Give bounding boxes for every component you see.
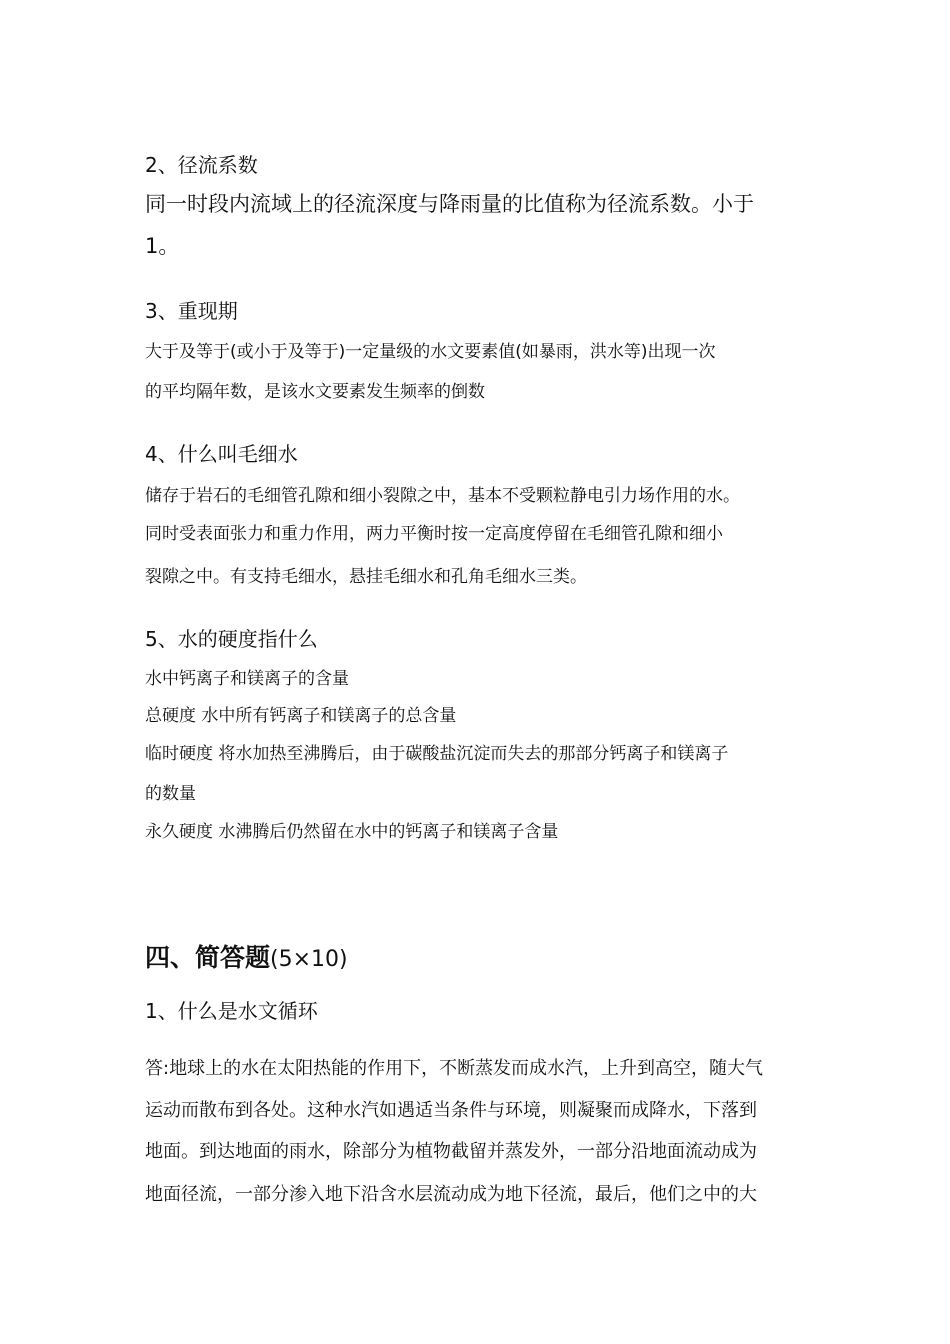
answer-line: 地面径流，一部分渗入地下沿含水层流动成为地下径流，最后，他们之中的大 xyxy=(145,1184,757,1205)
item-heading: 4、什么叫毛细水 xyxy=(145,442,298,466)
item-text-line: 1。 xyxy=(145,234,180,258)
question-heading: 1、什么是水文循环 xyxy=(145,999,318,1023)
item-text-line: 水中钙离子和镁离子的含量 xyxy=(145,669,349,689)
answer-line: 答:地球上的水在太阳热能的作用下，不断蒸发而成水汽，上升到高空，随大气 xyxy=(145,1058,764,1079)
section-score: (5×10) xyxy=(270,947,348,972)
item-text-line: 临时硬度 将水加热至沸腾后，由于碳酸盐沉淀而失去的那部分钙离子和镁离子 xyxy=(145,744,729,764)
section-title: 四、简答题 xyxy=(145,943,271,972)
item-text-line: 同一时段内流域上的径流深度与降雨量的比值称为径流系数。小于 xyxy=(145,192,754,216)
item-text-line: 裂隙之中。有支持毛细水，悬挂毛细水和孔角毛细水三类。 xyxy=(145,567,587,587)
answer-line: 地面。到达地面的雨水，除部分为植物截留并蒸发外，一部分沿地面流动成为 xyxy=(145,1141,757,1162)
item-heading: 5、水的硬度指什么 xyxy=(145,627,318,651)
answer-line: 运动而散布到各处。这种水汽如遇适当条件与环境，则凝聚而成降水，下落到 xyxy=(145,1100,757,1121)
item-text-line: 总硬度 水中所有钙离子和镁离子的总含量 xyxy=(145,706,457,726)
item-heading: 3、重现期 xyxy=(145,299,238,323)
item-heading: 2、径流系数 xyxy=(145,153,258,177)
item-text-line: 大于及等于(或小于及等于)一定量级的水文要素值(如暴雨，洪水等)出现一次 xyxy=(145,342,716,362)
section-heading xyxy=(145,938,348,974)
item-text-line: 的平均隔年数，是该水文要素发生频率的倒数 xyxy=(145,382,485,402)
item-text-line: 储存于岩石的毛细管孔隙和细小裂隙之中，基本不受颗粒静电引力场作用的水。 xyxy=(145,486,740,506)
item-text-line: 永久硬度 水沸腾后仍然留在水中的钙离子和镁离子含量 xyxy=(145,822,559,842)
item-text-line: 同时受表面张力和重力作用，两力平衡时按一定高度停留在毛细管孔隙和细小 xyxy=(145,524,723,544)
item-text-line: 的数量 xyxy=(145,784,196,804)
